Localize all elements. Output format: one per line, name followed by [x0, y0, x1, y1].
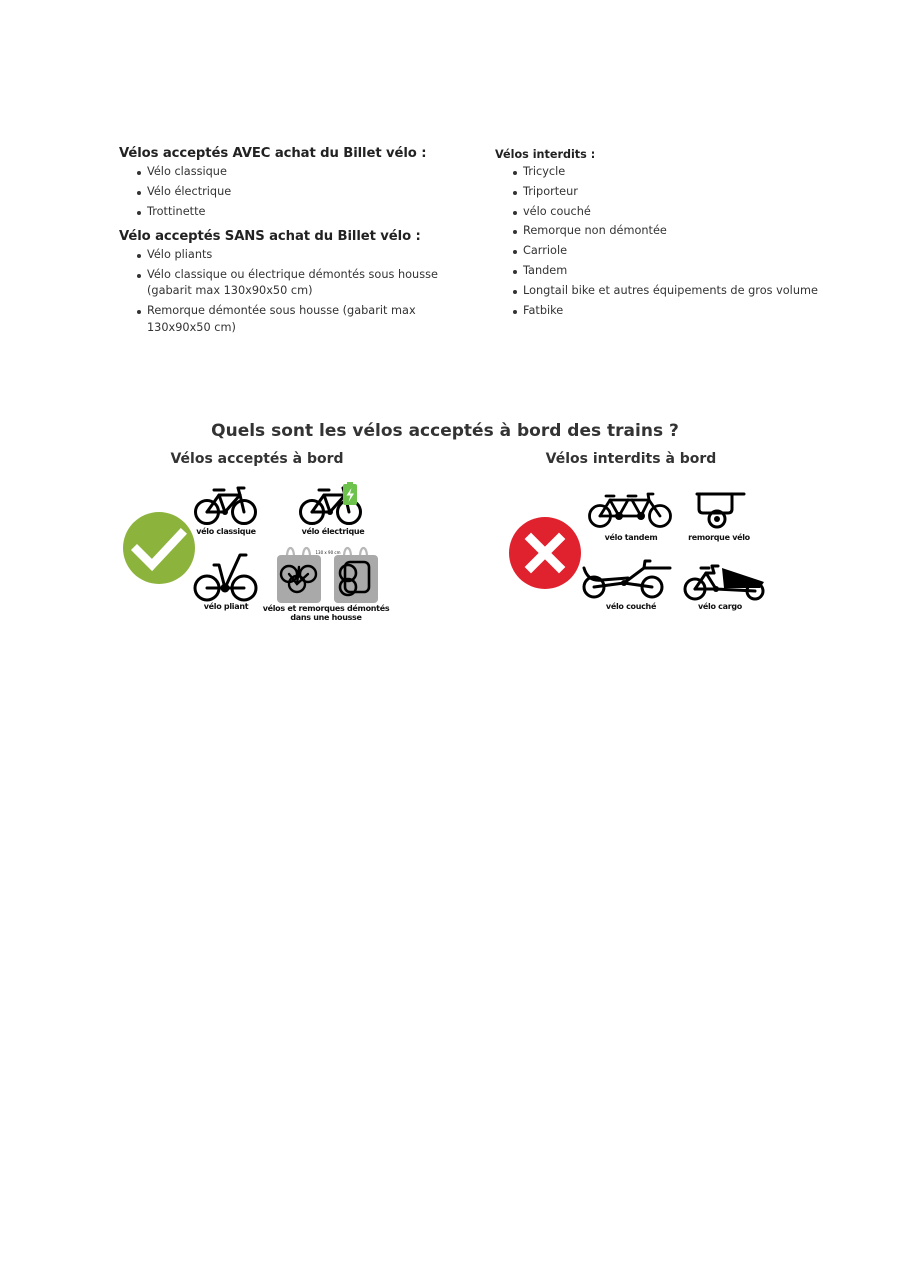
accepted-with-ticket-heading: Vélos acceptés AVEC achat du Billet vélo : — [119, 146, 427, 161]
electric-bike-icon — [298, 483, 368, 526]
bagged-trailer-icon — [332, 546, 380, 604]
list-item: Carriole — [495, 243, 835, 260]
list-item: Longtail bike et autres équipements de gros volume — [495, 283, 835, 300]
cargo-caption: vélo cargo — [698, 602, 742, 611]
accepted-without-ticket-section — [119, 229, 489, 339]
trailer-icon — [694, 491, 750, 531]
accepted-with-ticket-section — [119, 146, 489, 223]
list-item: Remorque non démontée — [495, 223, 835, 240]
list-item: Vélo pliants — [119, 247, 469, 264]
bags-caption-line1: vélos et remorques démontés — [262, 604, 390, 613]
recumbent-caption: vélo couché — [605, 602, 657, 611]
infographic-title: Quels sont les vélos acceptés à bord des trains ? — [211, 421, 679, 441]
list-item: Tricycle — [495, 164, 835, 181]
list-item: Vélo électrique — [119, 184, 489, 201]
bag-size-label: 130 x 90 cm — [315, 550, 341, 555]
accepted-without-ticket-list — [119, 247, 469, 336]
accepted-column-title: Vélos acceptés à bord — [170, 451, 344, 467]
list-item: Triporteur — [495, 184, 835, 201]
list-item: Vélo classique — [119, 164, 489, 181]
list-item: Remorque démontée sous housse (gabarit max 130x90x50 cm) — [119, 303, 469, 336]
folding-bike-caption: vélo pliant — [203, 602, 249, 611]
list-item: Trottinette — [119, 204, 489, 221]
trailer-caption: remorque vélo — [688, 533, 750, 542]
accepted-with-ticket-list — [119, 164, 489, 220]
tandem-bike-icon — [588, 491, 674, 529]
cross-icon — [509, 517, 581, 589]
tandem-caption: vélo tandem — [604, 533, 658, 542]
forbidden-bikes-heading: Vélos interdits : — [495, 148, 596, 161]
list-item: Vélo classique ou électrique démontés sous housse (gabarit max 130x90x50 cm) — [119, 267, 469, 300]
classic-bike-caption: vélo classique — [196, 527, 256, 536]
bags-caption-line2: dans une housse — [290, 613, 362, 622]
list-item: Tandem — [495, 263, 835, 280]
checkmark-icon — [123, 512, 195, 584]
folding-bike-icon — [192, 551, 260, 603]
forbidden-bikes-section — [495, 148, 835, 322]
bagged-bike-icon — [275, 546, 323, 604]
classic-bike-icon — [192, 486, 260, 526]
forbidden-bikes-list — [495, 164, 835, 319]
forbidden-column-title: Vélos interdits à bord — [545, 451, 717, 467]
list-item: vélo couché — [495, 204, 835, 221]
recumbent-bike-icon — [582, 556, 678, 600]
list-item: Fatbike — [495, 303, 835, 320]
cargo-bike-icon — [684, 564, 768, 602]
accepted-without-ticket-heading: Vélo acceptés SANS achat du Billet vélo : — [119, 229, 421, 244]
electric-bike-caption: vélo électrique — [301, 527, 365, 536]
